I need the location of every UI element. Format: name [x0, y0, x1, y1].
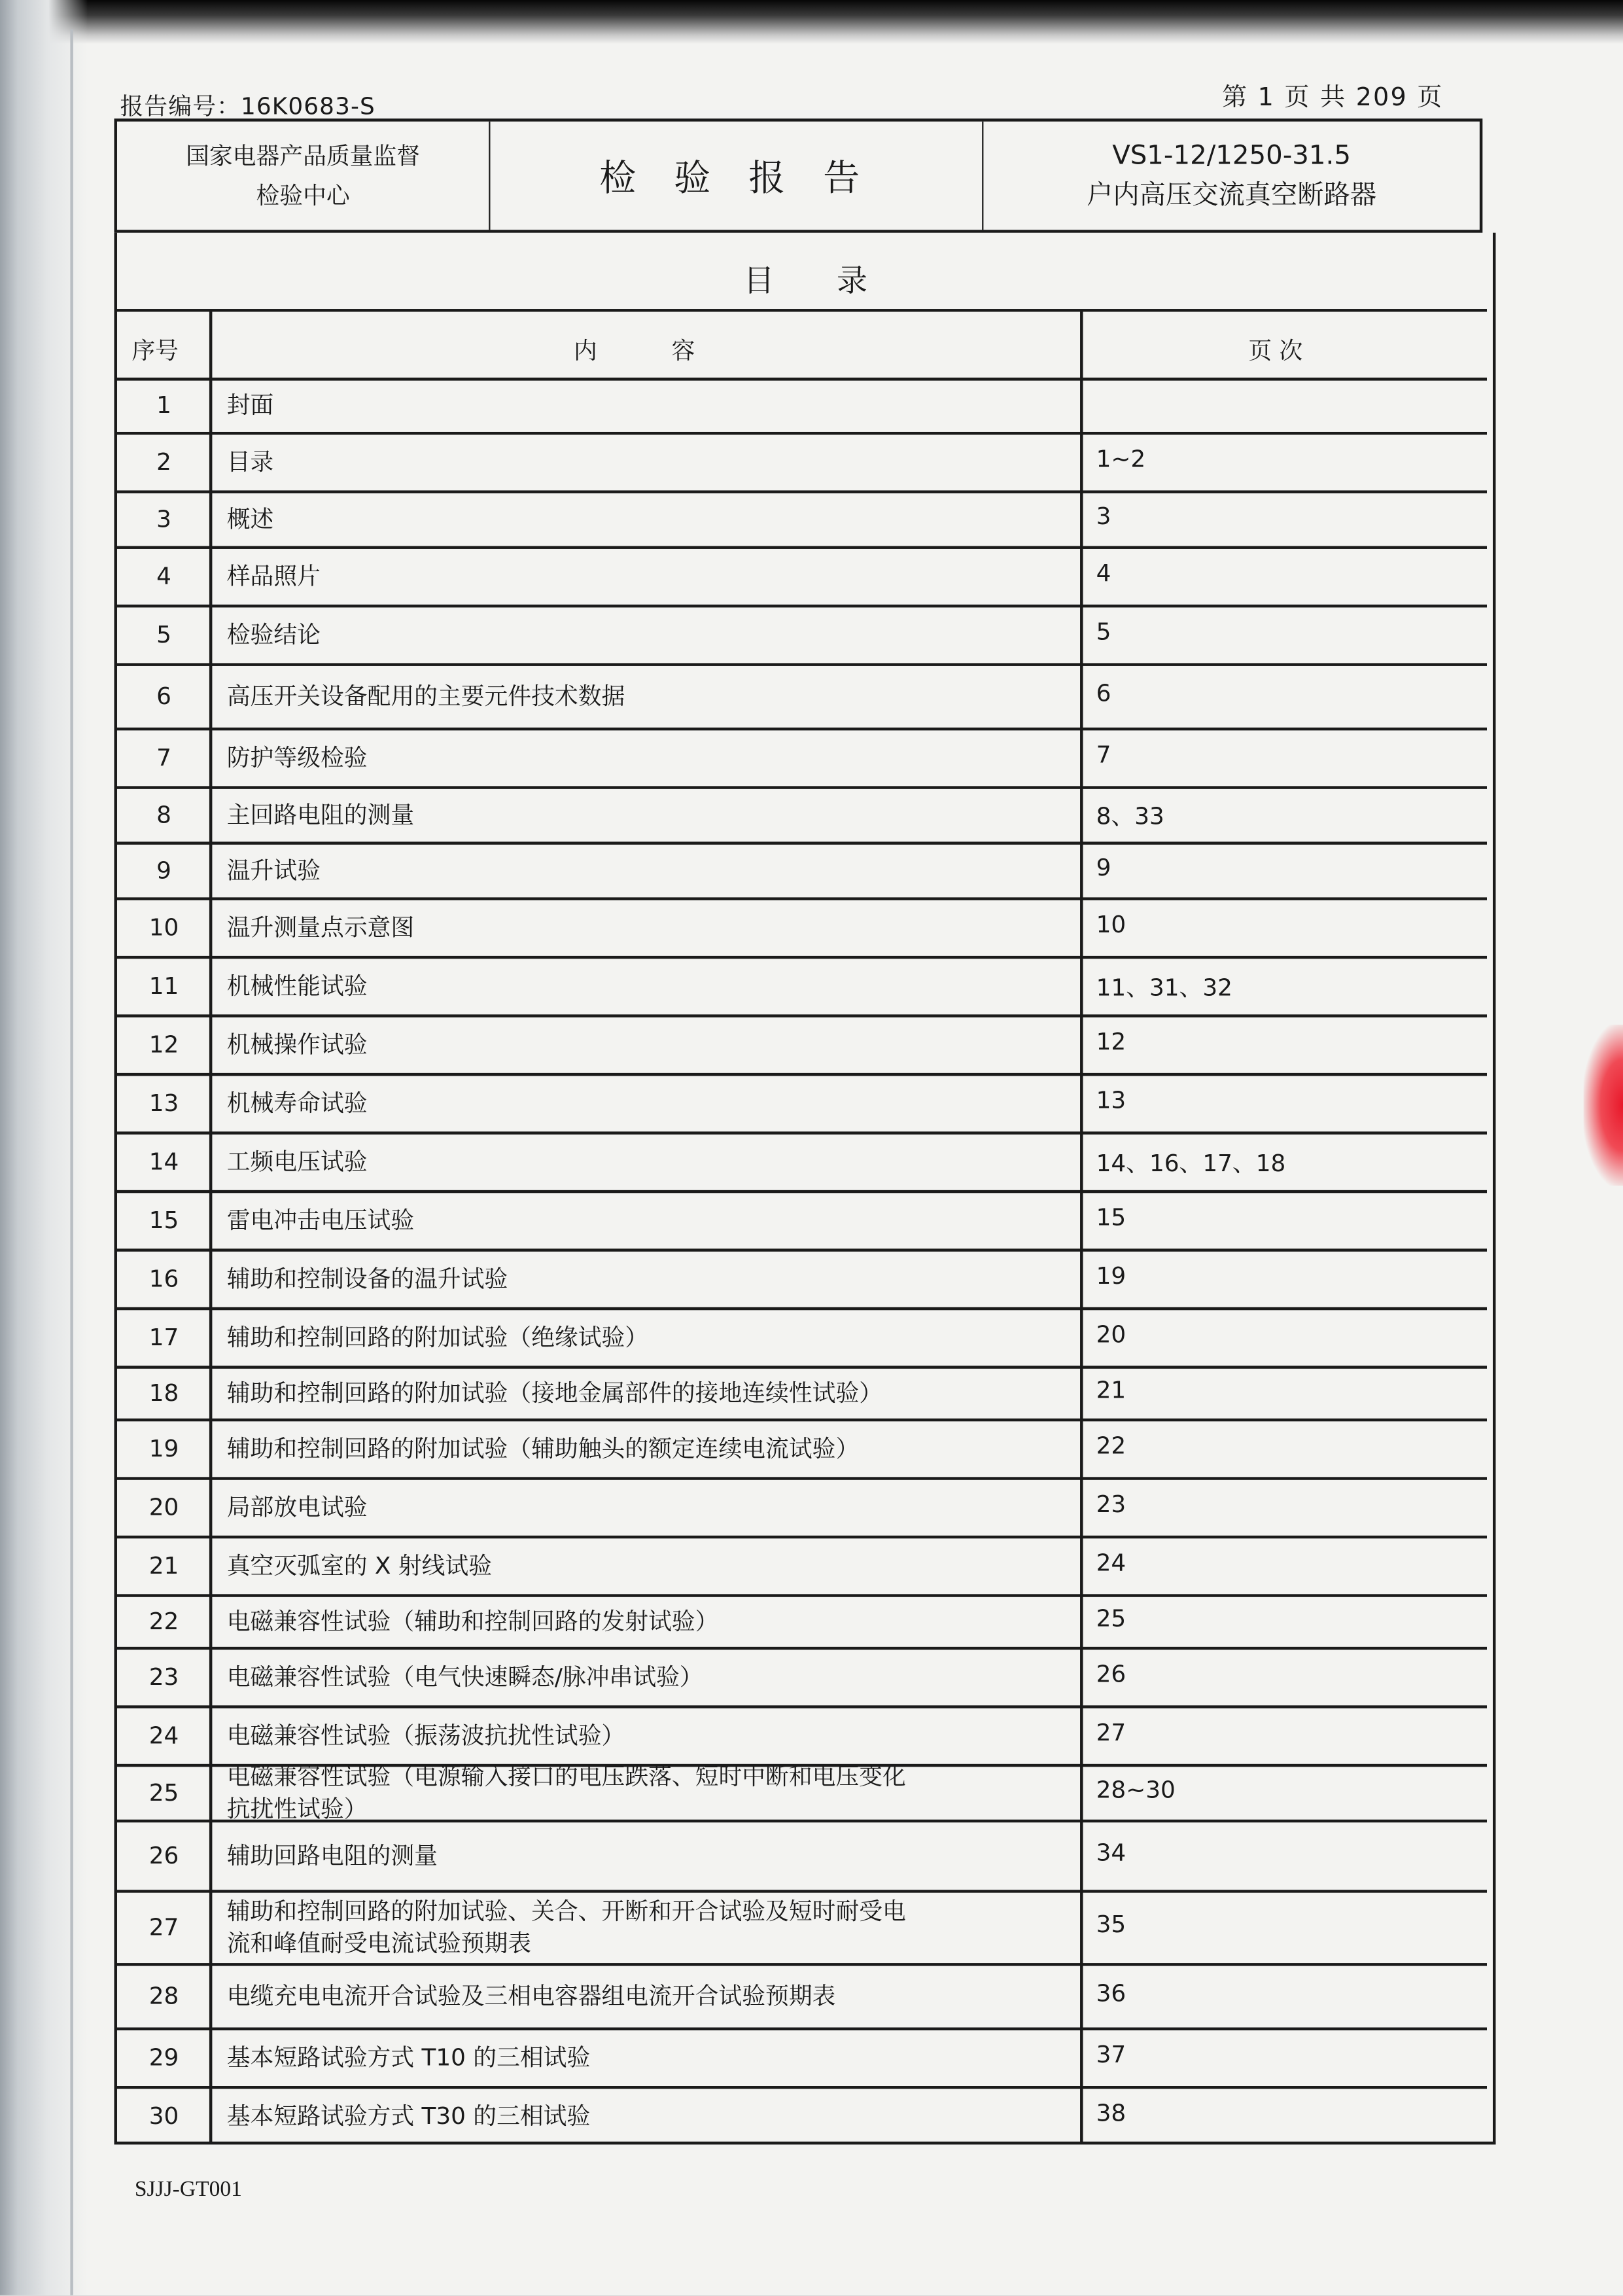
row-divider — [114, 2086, 1487, 2088]
row-content: 检验结论 — [226, 620, 321, 649]
row-divider — [114, 1190, 1487, 1192]
row-page: 13 — [1096, 1086, 1126, 1114]
row-divider — [114, 1366, 1487, 1368]
row-divider — [114, 1014, 1487, 1016]
row-divider — [114, 1477, 1487, 1479]
row-content: 目录 — [226, 448, 274, 476]
row-number: 8 — [156, 800, 171, 829]
row-page: 26 — [1096, 1659, 1126, 1688]
row-number: 17 — [148, 1323, 179, 1351]
product-name: 户内高压交流真空断路器 — [1087, 180, 1377, 211]
row-page: 12 — [1096, 1027, 1126, 1056]
org-cell — [117, 122, 490, 230]
row-content: 机械性能试验 — [226, 972, 368, 1000]
row-page: 27 — [1096, 1718, 1126, 1746]
row-page: 10 — [1096, 910, 1126, 939]
row-page: 11、31、32 — [1096, 973, 1232, 1002]
row-page: 15 — [1096, 1203, 1126, 1231]
row-number: 10 — [148, 913, 179, 942]
row-page: 9 — [1096, 853, 1111, 881]
row-divider — [114, 1307, 1487, 1309]
row-divider — [114, 1890, 1487, 1892]
row-divider — [114, 1536, 1487, 1538]
row-number: 2 — [156, 448, 171, 476]
row-number: 25 — [148, 1778, 179, 1807]
row-page: 7 — [1096, 741, 1111, 769]
row-divider — [114, 1248, 1487, 1250]
product-model: VS1-12/1250-31.5 — [1112, 140, 1351, 171]
row-number: 18 — [148, 1379, 179, 1407]
row-divider — [114, 1073, 1487, 1075]
row-number: 21 — [148, 1551, 179, 1580]
row-content: 辅助和控制设备的温升试验 — [226, 1264, 508, 1293]
row-number: 24 — [148, 1721, 179, 1750]
row-divider — [114, 786, 1487, 788]
col-header-content: 内 容 — [573, 336, 695, 365]
row-content: 流和峰值耐受电流试验预期表 — [226, 1929, 532, 1958]
row-number: 1 — [156, 391, 171, 419]
col-divider-page — [1080, 312, 1082, 2145]
row-divider — [114, 546, 1487, 548]
row-number: 13 — [148, 1089, 179, 1117]
row-content: 电缆充电电流开合试验及三相电容器组电流开合试验预期表 — [226, 1982, 836, 2010]
col-header-no: 序号 — [131, 336, 179, 365]
row-divider — [114, 1705, 1487, 1707]
row-divider — [114, 1647, 1487, 1649]
row-divider — [114, 490, 1487, 492]
row-page: 28~30 — [1096, 1775, 1176, 1804]
row-number: 22 — [148, 1607, 179, 1635]
row-content: 主回路电阻的测量 — [226, 800, 415, 829]
row-page: 5 — [1096, 618, 1111, 646]
row-content: 局部放电试验 — [226, 1492, 368, 1521]
row-divider — [114, 663, 1487, 665]
row-page: 19 — [1096, 1262, 1126, 1290]
fold-line — [70, 29, 73, 2295]
row-page: 34 — [1096, 1838, 1126, 1867]
row-divider — [114, 2028, 1487, 2030]
row-number: 6 — [156, 682, 171, 711]
row-content: 工频电压试验 — [226, 1147, 368, 1176]
toc-title: 目 录 — [743, 263, 894, 299]
row-number: 15 — [148, 1206, 179, 1234]
row-content: 电磁兼容性试验（振荡波抗扰性试验） — [226, 1721, 625, 1750]
row-number: 5 — [156, 620, 171, 649]
row-content: 雷电冲击电压试验 — [226, 1206, 415, 1234]
row-content: 电磁兼容性试验（电气快速瞬态/脉冲串试验） — [226, 1663, 703, 1691]
row-number: 11 — [148, 972, 179, 1000]
row-number: 20 — [148, 1492, 179, 1521]
row-content: 辅助和控制回路的附加试验、关合、开断和开合试验及短时耐受电 — [226, 1897, 906, 1925]
row-page: 3 — [1096, 502, 1111, 530]
row-page: 14、16、17、18 — [1096, 1149, 1286, 1177]
row-number: 9 — [156, 856, 171, 885]
org-line-2: 检验中心 — [256, 181, 350, 209]
row-number: 12 — [148, 1030, 179, 1059]
row-page: 20 — [1096, 1320, 1126, 1349]
row-number: 19 — [148, 1434, 179, 1462]
row-page: 21 — [1096, 1375, 1126, 1404]
row-number: 16 — [148, 1264, 179, 1293]
row-number: 3 — [156, 504, 171, 533]
row-content: 基本短路试验方式 T30 的三相试验 — [226, 2101, 591, 2130]
row-content: 高压开关设备配用的主要元件技术数据 — [226, 682, 625, 711]
row-content: 辅助和控制回路的附加试验（接地金属部件的接地连续性试验） — [226, 1379, 883, 1407]
row-page: 36 — [1096, 1979, 1126, 2007]
row-content: 封面 — [226, 391, 274, 419]
row-divider — [114, 841, 1487, 843]
row-number: 28 — [148, 1982, 179, 2010]
row-divider — [114, 605, 1487, 607]
row-number: 29 — [148, 2043, 179, 2072]
row-page: 23 — [1096, 1490, 1126, 1518]
row-content: 温升测量点示意图 — [226, 913, 415, 942]
row-divider — [114, 728, 1487, 730]
row-content: 辅助回路电阻的测量 — [226, 1841, 438, 1869]
row-divider — [114, 432, 1487, 434]
row-content: 辅助和控制回路的附加试验（绝缘试验） — [226, 1323, 649, 1351]
row-page: 22 — [1096, 1431, 1126, 1460]
row-number: 30 — [148, 2101, 179, 2130]
header-row-divider — [114, 378, 1487, 380]
row-content: 辅助和控制回路的附加试验（辅助触头的额定连续电流试验） — [226, 1434, 860, 1462]
row-page: 1~2 — [1096, 445, 1146, 473]
row-content: 防护等级检验 — [226, 743, 368, 772]
col-header-page: 页 次 — [1248, 336, 1303, 365]
doc-title: 检 验 报 告 — [599, 156, 873, 200]
red-seal-fragment — [1584, 1025, 1623, 1186]
title-divider — [114, 309, 1487, 311]
row-divider — [114, 1419, 1487, 1421]
row-content: 温升试验 — [226, 856, 321, 885]
row-content: 真空灭弧室的 X 射线试验 — [226, 1551, 493, 1580]
row-page: 35 — [1096, 1910, 1126, 1939]
row-number: 7 — [156, 743, 171, 772]
row-number: 26 — [148, 1841, 179, 1869]
row-divider — [114, 897, 1487, 899]
doc-title-cell — [490, 122, 983, 230]
row-divider — [114, 1131, 1487, 1133]
row-divider — [114, 1594, 1487, 1596]
row-page: 8、33 — [1096, 802, 1164, 830]
row-number: 27 — [148, 1913, 179, 1941]
row-content: 电磁兼容性试验（电源输入接口的电压跌落、短时中断和电压变化 — [226, 1762, 906, 1791]
row-page: 24 — [1096, 1548, 1126, 1577]
binding-edge — [0, 0, 88, 2295]
row-page: 38 — [1096, 2098, 1126, 2127]
scan-shadow — [0, 0, 1623, 44]
row-page: 4 — [1096, 559, 1111, 588]
row-divider — [114, 956, 1487, 958]
footer-code: SJJJ-GT001 — [134, 2178, 242, 2202]
page-info: 第 1 页 共 209 页 — [1222, 83, 1444, 113]
row-page: 6 — [1096, 679, 1111, 707]
product-cell — [983, 122, 1479, 230]
row-content: 机械操作试验 — [226, 1030, 368, 1059]
row-number: 4 — [156, 562, 171, 590]
row-content: 样品照片 — [226, 562, 321, 590]
row-number: 23 — [148, 1663, 179, 1691]
row-content: 抗扰性试验） — [226, 1794, 368, 1823]
row-page: 25 — [1096, 1604, 1126, 1633]
row-page: 37 — [1096, 2040, 1126, 2069]
report-header-table — [114, 118, 1483, 233]
row-number: 14 — [148, 1147, 179, 1176]
org-line-1: 国家电器产品质量监督 — [186, 142, 421, 170]
row-divider — [114, 1963, 1487, 1965]
row-content: 电磁兼容性试验（辅助和控制回路的发射试验） — [226, 1607, 719, 1635]
report-number: 报告编号：16K0683-S — [120, 92, 375, 120]
row-content: 概述 — [226, 504, 274, 533]
row-content: 基本短路试验方式 T10 的三相试验 — [226, 2043, 591, 2072]
row-content: 机械寿命试验 — [226, 1089, 368, 1117]
